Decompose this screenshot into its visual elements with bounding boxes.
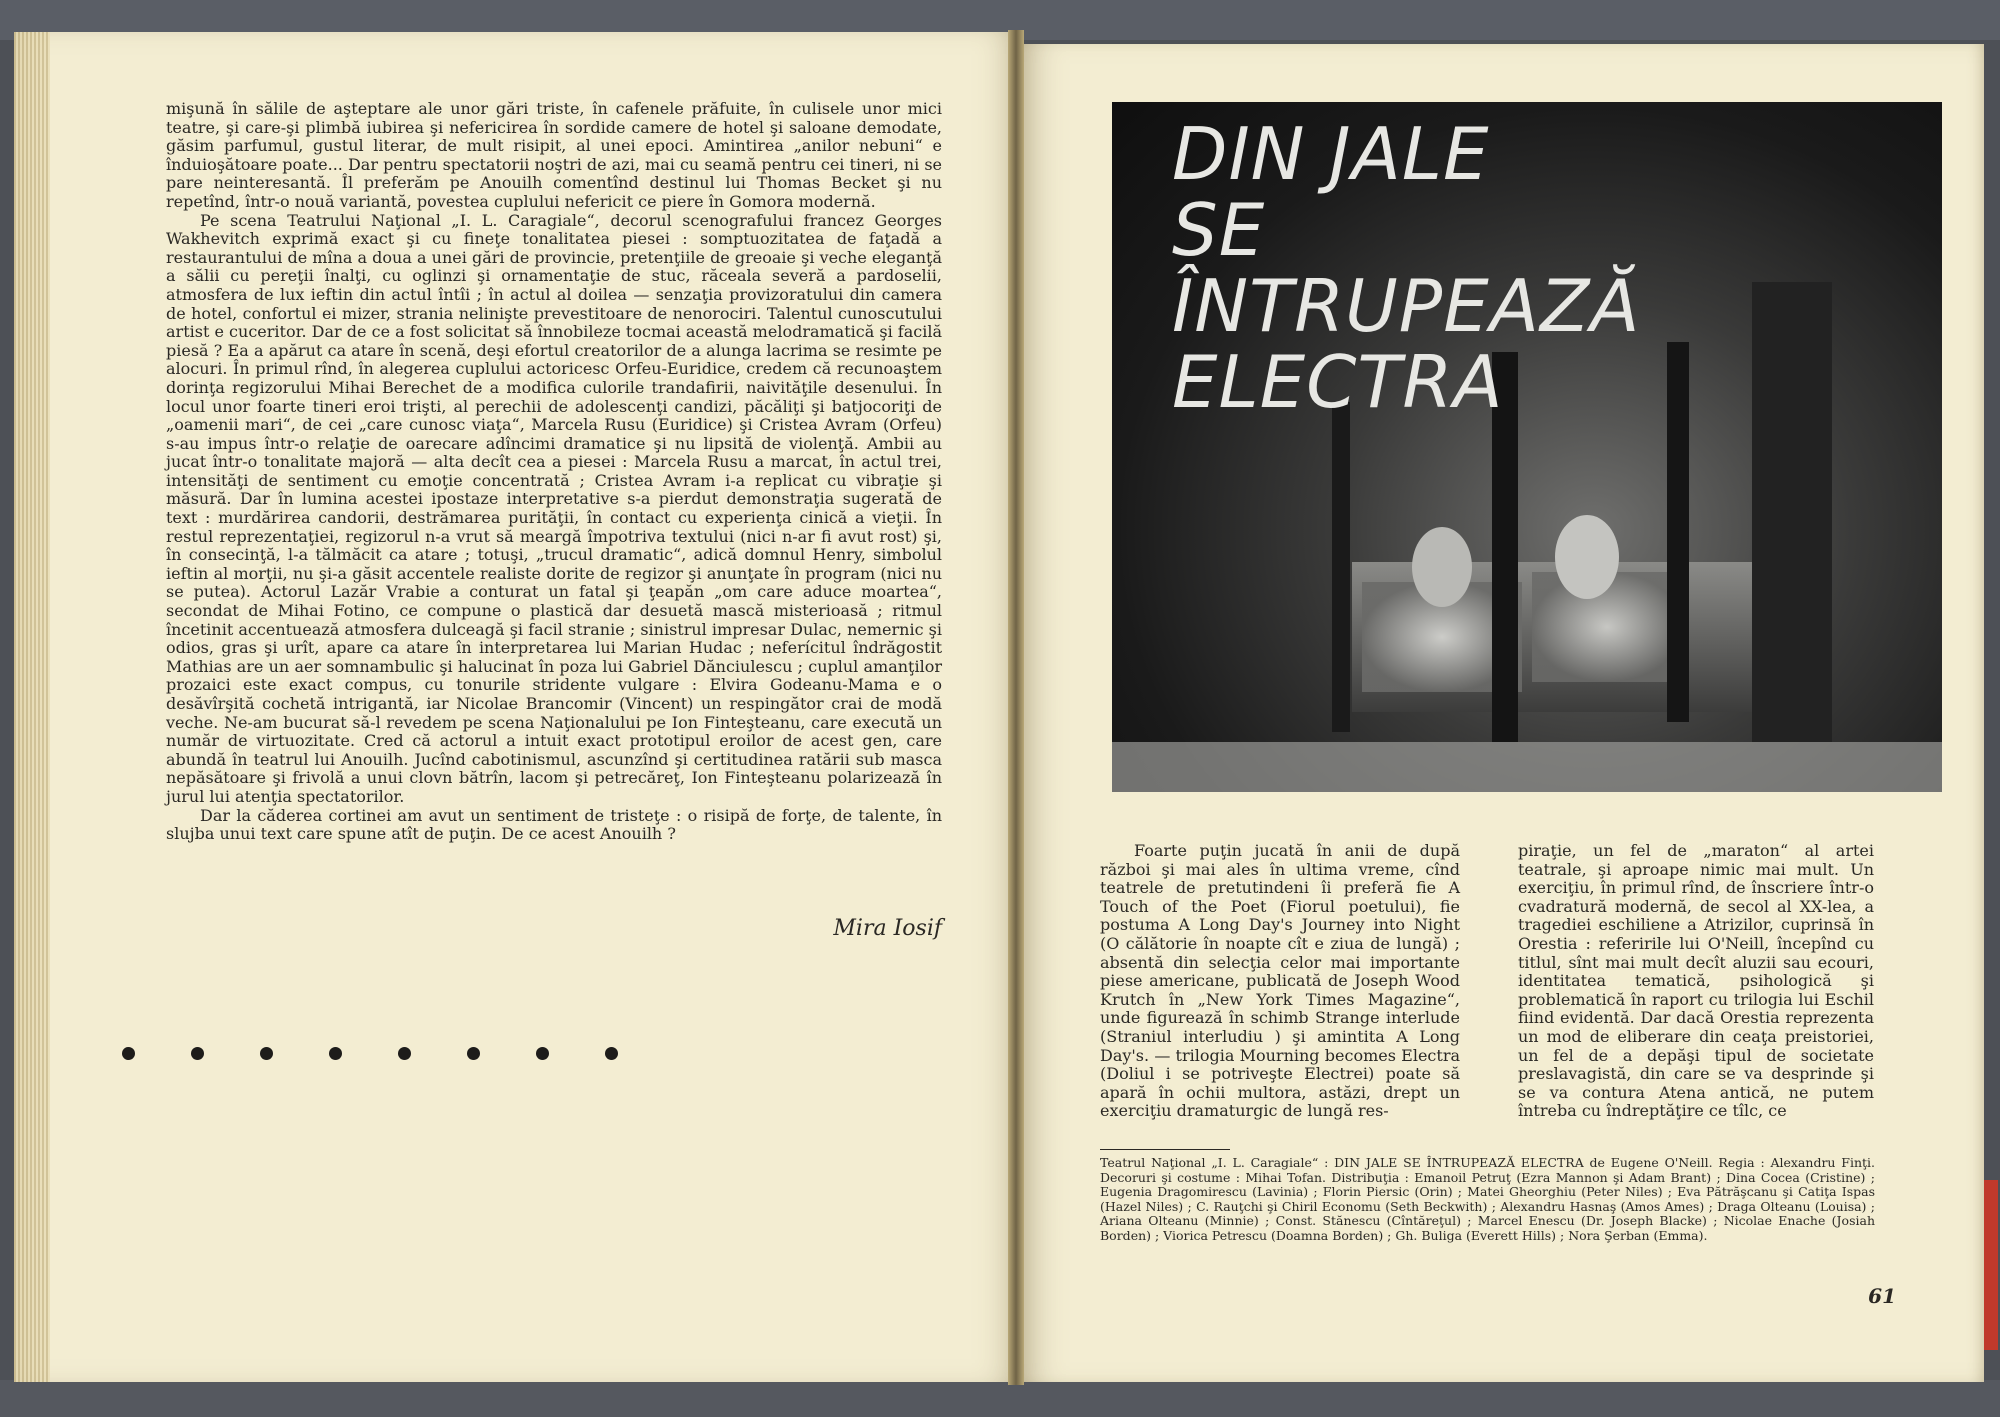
section-separator-dots bbox=[122, 1047, 642, 1077]
stage-front-edge bbox=[1112, 742, 1942, 792]
author-signature: Mira Iosif bbox=[833, 916, 942, 941]
stage-column bbox=[1332, 402, 1350, 732]
separator-dot bbox=[536, 1047, 549, 1060]
article-title: DIN JALE SE ÎNTRUPEAZĂ ELECTRA bbox=[1172, 112, 1641, 424]
book-cover-bottom bbox=[0, 1380, 2000, 1417]
stage-photo bbox=[1112, 102, 1942, 792]
paragraph-1: mişună în sălile de aşteptare ale unor gări triste, în cafenele prăfuite, în culisele unor mici teatre, şi care-şi plimbă iubirea şi nefericirea în sordide camere de hotel şi saloane demodate, găsim parfumul, gustul literar, de mult risipit, al unei epoci. Amintirea „anilor nebuni“ e înduioşătoare poate... Dar pentru spectatorii noştri de azi, mai cu seamă pentru cei tineri, ni se pare neinteresantă. Îl preferăm pe Anouilh comentînd destinul lui Thomas Becket şi nu repetînd, într-o nouă variantă, povestea cuplului nefericit ce piere în Gomora modernă. bbox=[166, 99, 942, 211]
article-end-text bbox=[166, 100, 942, 844]
separator-dot bbox=[605, 1047, 618, 1060]
separator-dot bbox=[122, 1047, 135, 1060]
actor-figure-left bbox=[1412, 527, 1472, 607]
article-column-right bbox=[1518, 842, 1874, 1121]
bookmark-tab bbox=[1984, 1180, 1998, 1350]
separator-dot bbox=[398, 1047, 411, 1060]
page-number: 61 bbox=[1868, 1284, 1896, 1308]
page-edges bbox=[14, 32, 50, 1382]
stage-column bbox=[1667, 342, 1689, 722]
column-left-text: Foarte puţin jucată în anii de după război şi mai ales în ultima vreme, cînd teatrele de pretutindeni îi preferă fie A Touch of the Poet (Fiorul poetului), fie postuma A Long Day's Journey into Night (O călătorie în noapte cît e ziua de lungă) ; absentă din selecţia celor mai importante piese americane, publicată de Joseph Wood Krutch în „New York Times Magazine“, unde figurează în schimb Strange interlude (Straniul interludiu ) şi amintita A Long Day's. — trilogia Mourning becomes Electra (Doliul i se potriveşte Electrei) poate să apară în ochii multora, astăzi, drept un exerciţiu dramaturgic de lungă res- bbox=[1100, 841, 1460, 1121]
actor-figure-right bbox=[1555, 515, 1619, 599]
column-right-text: piraţie, un fel de „maraton“ al artei teatrale, şi aproape nimic mai mult. Un exerciţiu, în primul rînd, de înscriere într-o cvadratură modernă, de secol al XX-lea, a tragediei eschiliene a Atrizilor, cuprinsă în Orestia : referirile lui O'Neill, începînd cu titlul, sînt mai mult decît aluzii sau ecouri, identitatea tematică, psihologică şi problematică în raport cu trilogia lui Eschil fiind evidentă. Dar dacă Orestia reprezenta un mod de eliberare din ceaţa preistoriei, un fel de a depăşi tipul de societate preslavagistă, din care se va desprinde şi se va contura Atena antică, ne putem întreba cu îndreptăţire ce tîlc, ce bbox=[1518, 841, 1874, 1121]
separator-dot bbox=[329, 1047, 342, 1060]
separator-dot bbox=[467, 1047, 480, 1060]
footnote-rule bbox=[1100, 1149, 1230, 1150]
paragraph-2: Pe scena Teatrului Naţional „I. L. Caragiale“, decorul scenografului francez Georges Wakhevitch exprimă exact şi cu fineţe tonalitatea piesei : somptuozitatea de faţadă a restaurantului de mîna a doua a unei gări de provincie, pretenţiile de greoaie şi veche eleganţă a sălii cu pereţii înalţi, cu oglinzi şi ornamentaţie de stuc, răceala severă a pardoselii, atmosfera de lux ieftin din actul întîi ; în actul al doilea — senzaţia provizoratului din camera de hotel, confortul ei mizer, strania nelinişte prevestitoare de nenorociri. Talentul cunoscutului artist e cuceritor. Dar de ce a fost solicitat să înnobileze tocmai această melodramatică şi facilă piesă ? Ea a apărut ca atare în scenă, deşi efortul creatorilor de a alunga lacrima se resimte pe alocuri. În primul rînd, în alegerea cuplului actoricesc Orfeu-Euridice, credem că recunoaştem dorinţa regizorului Mihai Berechet de a modifica culorile trandafirii, naivităţile desenului. În locul unor foarte tineri eroi trişti, al perechii de adolescenţi candizi, păcăliţi şi batjocoriţi de „oamenii mari“, de cei „care cunosc viaţa“, Marcela Rusu (Euridice) şi Cristea Avram (Orfeu) s-au impus într-o relaţie de oarecare adîncimi dramatice şi nu lipsită de violenţă. Ambii au jucat într-o tonalitate majoră — alta decît cea a piesei : Marcela Rusu a marcat, în actul trei, intensităţi de sentiment cu emoţie concentrată ; Cristea Avram i-a replicat cu vibraţie şi măsură. Dar în lumina acestei ipostaze interpretative s-a pierdut demonstraţia sugerată de text : murdărirea candorii, destrămarea purităţii, în contact cu experienţa cinică a vieţii. În restul reprezentaţiei, regizorul n-a vrut să meargă împotriva textului (nici n-ar fi avut rost) şi, în consecinţă, l-a tălmăcit ca atare ; totuşi, „trucul dramatic“, adică domnul Henry, simbolul ieftin al morţii, nu şi-a găsit accentele realiste dorite de regizor şi anunţate în program (nici nu se putea). Actorul Lazăr Vrabie a conturat un fatal şi ţeapăn „om care aduce moartea“, secondat de Mihai Fotino, ce compune o plastică dar desuetă mască misterioasă ; ritmul încetinit accentuează atmosfera dulceagă şi facil stranie ; sinistrul impresar Dulac, nemernic şi odios, gras şi urît, apare ca atare în interpretarea lui Marian Hudac ; neferícitul îndrăgostit Mathias are un aer somnambulic şi halucinat în poza lui Gabriel Dănciulescu ; cuplul amanţilor prozaici este exact compus, cu tonurile stridente vulgare : Elvira Godeanu-Mama e o desăvîrşită cochetă intrigantă, iar Nicolae Brancomir (Vincent) un respingător crai de modă veche. Ne-am bucurat să-l revedem pe scena Naţionalului pe Ion Finteşteanu, care execută un număr de virtuozitate. Cred că actorul a intuit exact prototipul eroilor de acest gen, care abundă în teatrul lui Anouilh. Jucînd cabotinismul, ascunzînd şi certitudinea ratării sub masca nepăsătoare şi frivolă a unui clovn bătrîn, lacom şi petrecăreţ, Ion Finteşteanu polarizează în jurul lui atenţia spectatorilor. bbox=[166, 210, 942, 806]
separator-dot bbox=[191, 1047, 204, 1060]
paragraph-3: Dar la căderea cortinei am avut un sentiment de tristeţe : o risipă de forţe, de talente, în slujba unui text care spune atît de puţin. De ce acest Anouilh ? bbox=[166, 805, 942, 844]
stage-column bbox=[1752, 282, 1832, 742]
production-credits: Teatrul Naţional „I. L. Caragiale“ : DIN JALE SE ÎNTRUPEAZĂ ELECTRA de Eugene O'Neill. Regia : Alexandru Finţi. Decoruri şi costume : Mihai Tofan. Distribuţia : Emanoil Petruţ (Ezra Mannon şi Adam Brant) ; Dina Cocea (Cristine) ; Eugenia Dragomirescu (Lavinia) ; Florin Piersic (Orin) ; Matei Gheorghiu (Peter Niles) ; Eva Pătrăşcanu şi Catiţa Ispas (Hazel Niles) ; C. Rauţchi şi Chiril Economu (Seth Beckwith) ; Alexandru Hasnaş (Amos Ames) ; Draga Olteanu (Louisa) ; Ariana Olteanu (Minnie) ; Const. Stănescu (Cîntăreţul) ; Marcel Enescu (Dr. Joseph Blacke) ; Nicolae Enache (Josiah Borden) ; Viorica Petrescu (Doamna Borden) ; Gh. Buliga (Everett Hills) ; Nora Şerban (Emma). bbox=[1100, 1155, 1875, 1243]
right-page bbox=[1016, 44, 1984, 1382]
article-column-left bbox=[1100, 842, 1460, 1121]
book-spine bbox=[1008, 30, 1024, 1385]
separator-dot bbox=[260, 1047, 273, 1060]
left-page bbox=[14, 32, 1024, 1382]
